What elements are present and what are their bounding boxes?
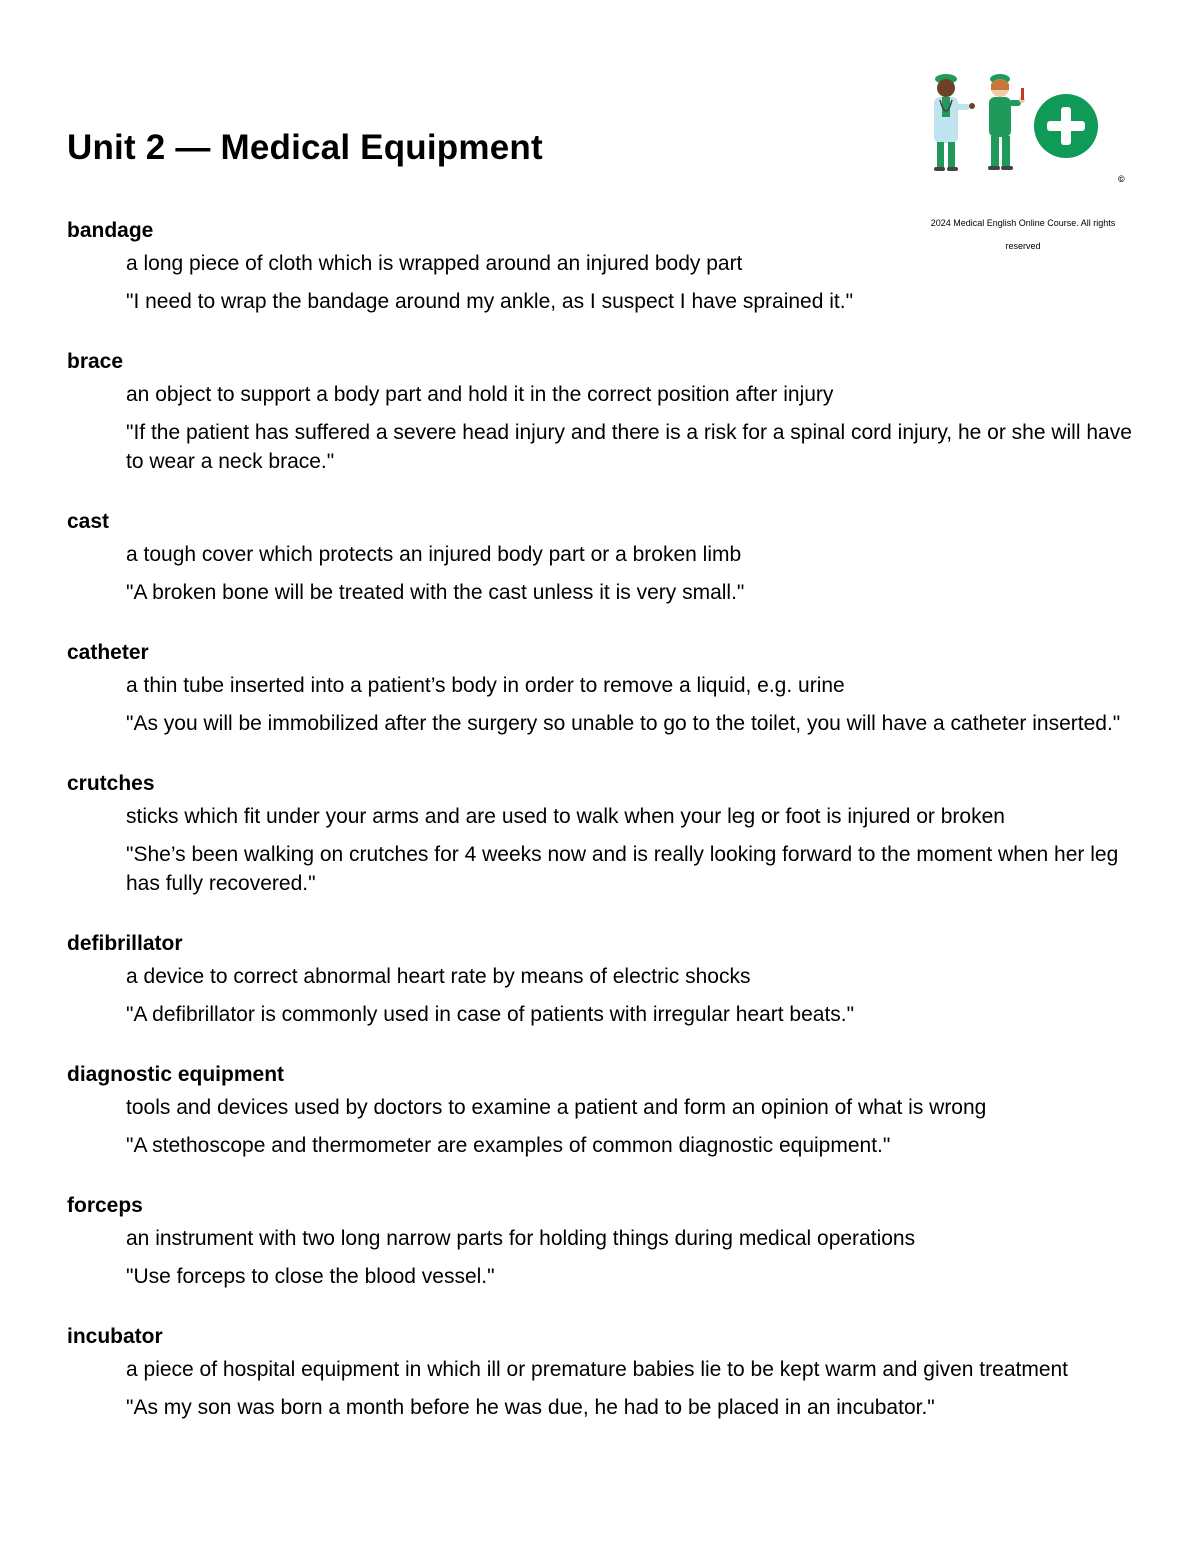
doctor-figure-icon (934, 74, 975, 171)
glossary-definition: a tough cover which protects an injured body part or a broken limb (126, 543, 742, 566)
glossary-example: "A broken bone will be treated with the cast unless it is very small." (126, 581, 745, 604)
glossary-definition: a piece of hospital equipment in which ill or premature babies lie to be kept warm and given treatment (126, 1358, 1069, 1381)
copyright-symbol: © (1118, 174, 1125, 184)
glossary-term: bandage (67, 219, 154, 242)
logo-illustration (918, 70, 1108, 175)
glossary-definition: a long piece of cloth which is wrapped around an injured body part (126, 252, 743, 275)
glossary-term: catheter (67, 641, 149, 664)
glossary-term: forceps (67, 1194, 143, 1217)
glossary-term: brace (67, 350, 124, 373)
glossary-example: "If the patient has suffered a severe head injury and there is a risk for a spinal cord injury, he or she will have to wear a neck brace." (126, 421, 1132, 473)
glossary-list (67, 215, 1142, 1452)
medical-cross-icon (1034, 94, 1098, 158)
glossary-entry (67, 346, 1142, 476)
glossary-term: defibrillator (67, 932, 183, 955)
nurse-figure-icon (988, 74, 1025, 170)
glossary-entry (67, 768, 1142, 898)
copyright-notice: 2024 Medical English Online Course. All rights reserved (930, 218, 1116, 251)
glossary-example: "A stethoscope and thermometer are examples of common diagnostic equipment." (126, 1134, 891, 1157)
page-title: Unit 2 — Medical Equipment (67, 128, 543, 167)
glossary-entry (67, 1059, 1142, 1160)
glossary-term: cast (67, 510, 110, 533)
glossary-definition: a device to correct abnormal heart rate by means of electric shocks (126, 965, 751, 988)
glossary-term: incubator (67, 1325, 163, 1348)
glossary-example: "A defibrillator is commonly used in case of patients with irregular heart beats." (126, 1003, 855, 1026)
glossary-term: crutches (67, 772, 155, 795)
glossary-example: "As my son was born a month before he was due, he had to be placed in an incubator." (126, 1396, 935, 1419)
glossary-definition: an object to support a body part and hold it in the correct position after injury (126, 383, 834, 406)
glossary-term: diagnostic equipment (67, 1063, 285, 1086)
glossary-entry (67, 1321, 1142, 1422)
glossary-example: "I need to wrap the bandage around my ankle, as I suspect I have sprained it." (126, 290, 854, 313)
glossary-entry (67, 637, 1142, 738)
glossary-entry (67, 1190, 1142, 1291)
glossary-definition: sticks which fit under your arms and are used to walk when your leg or foot is injured or broken (126, 805, 1005, 828)
glossary-definition: tools and devices used by doctors to examine a patient and form an opinion of what is wrong (126, 1096, 987, 1119)
glossary-entry (67, 506, 1142, 607)
glossary-example: "She’s been walking on crutches for 4 weeks now and is really looking forward to the moment when her leg has fully recovered." (126, 843, 1119, 895)
glossary-definition: an instrument with two long narrow parts for holding things during medical operations (126, 1227, 916, 1250)
glossary-entry (67, 928, 1142, 1029)
glossary-example: "As you will be immobilized after the surgery so unable to go to the toilet, you will have a catheter inserted." (126, 712, 1121, 735)
glossary-definition: a thin tube inserted into a patient’s body in order to remove a liquid, e.g. urine (126, 674, 845, 697)
glossary-entry (67, 215, 1142, 316)
glossary-example: "Use forceps to close the blood vessel." (126, 1265, 495, 1288)
